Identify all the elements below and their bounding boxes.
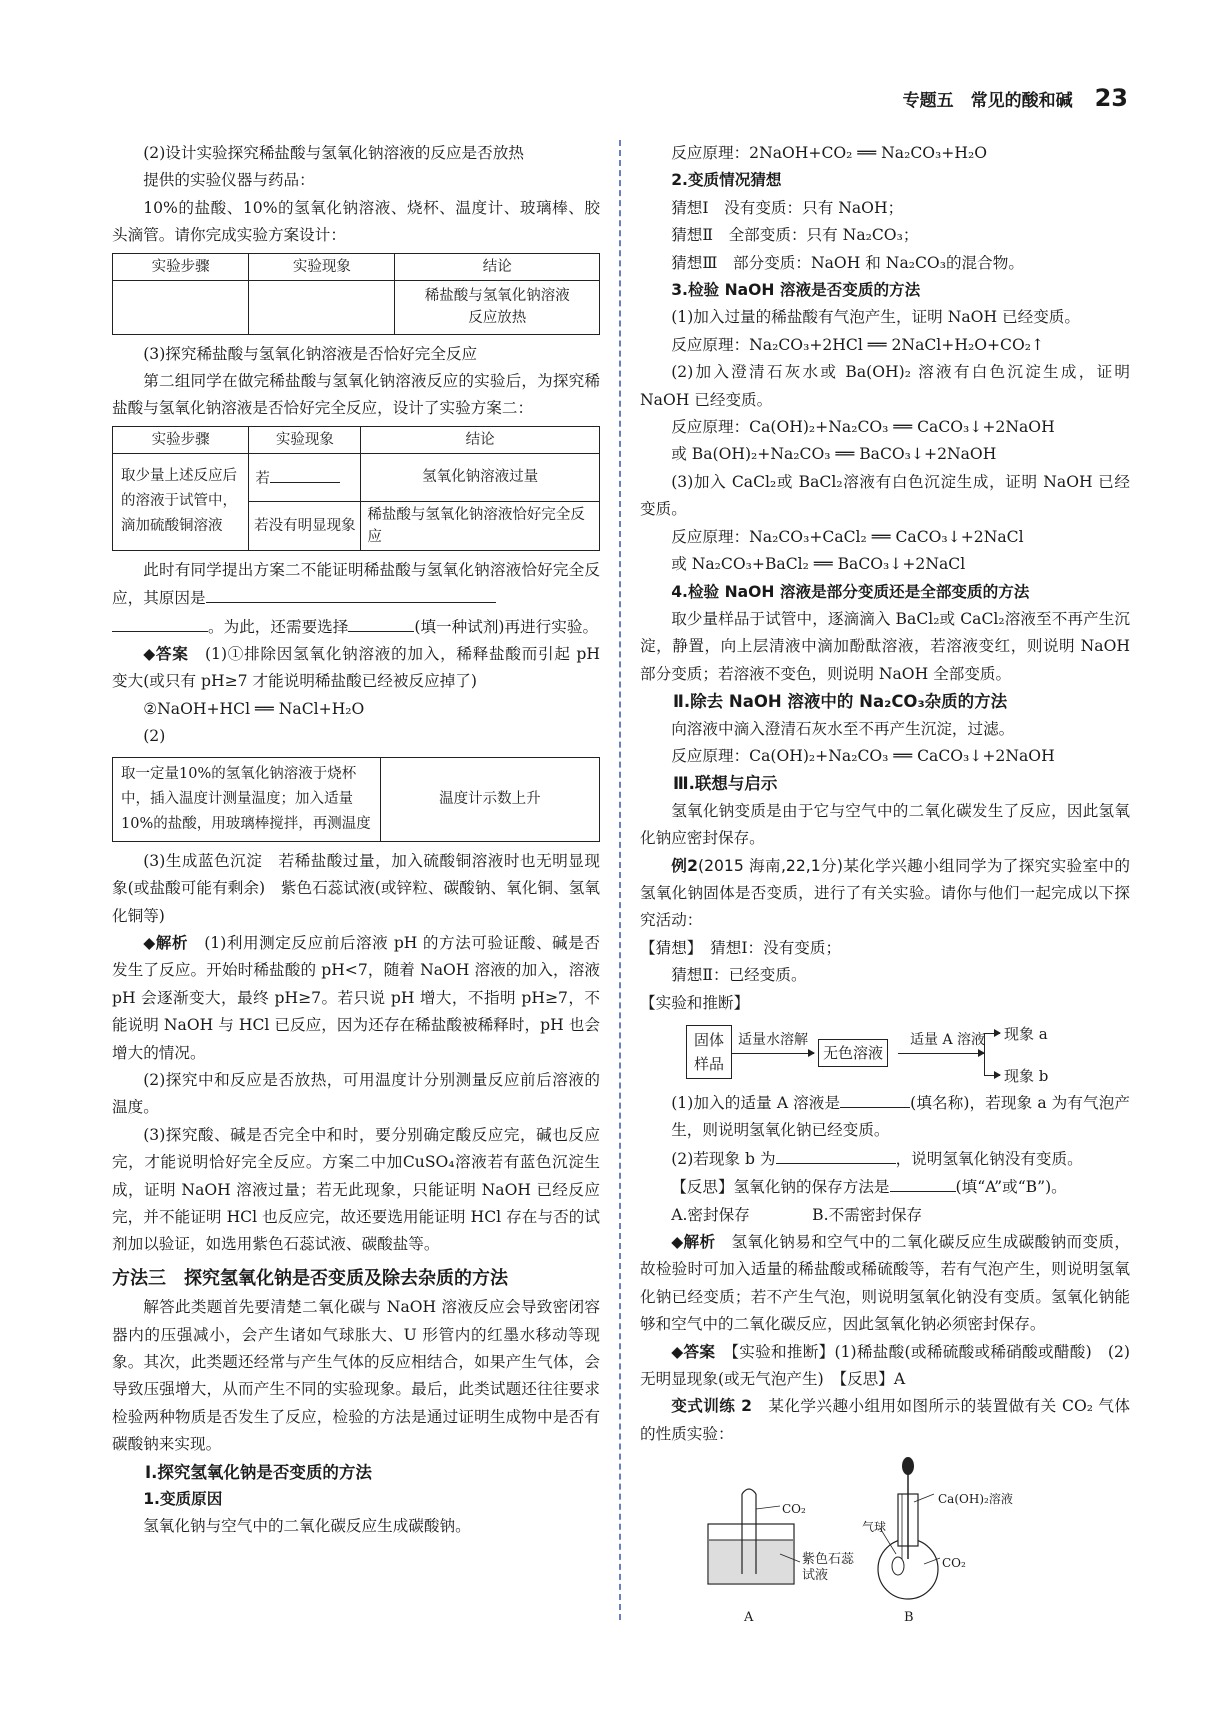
table-cell: 取少量上述反应后的溶液于试管中，滴加硫酸铜溶液 bbox=[113, 453, 249, 550]
column-divider bbox=[619, 140, 621, 1620]
text: 试液 bbox=[802, 1568, 829, 1584]
table-cell: 取一定量10%的氢氧化钠溶液于烧杯中，插入温度计测量温度；加入适量10%的盐酸，用玻璃棒搅拌，再测温度 bbox=[113, 757, 381, 841]
answer-blank[interactable] bbox=[270, 464, 340, 483]
answer bbox=[640, 1339, 1130, 1394]
answer-tag: ◆答案 bbox=[671, 1342, 716, 1361]
table-header: 结论 bbox=[361, 426, 600, 453]
table-cell: 氢氧化钠溶液过量 bbox=[361, 453, 600, 501]
table-cell: 稀盐酸与氢氧化钠溶液恰好完全反应 bbox=[361, 501, 600, 550]
options: A.密封保存 B.不需密封保存 bbox=[671, 1205, 923, 1224]
topic-title: 专题五 常见的酸和碱 bbox=[902, 91, 1073, 111]
paragraph: 猜想Ⅲ 部分变质：NaOH 和 Na₂CO₃的混合物。 bbox=[671, 253, 1024, 272]
paragraph: (2)探究中和反应是否放热，可用温度计分别测量反应前后溶液的温度。 bbox=[112, 1070, 600, 1117]
plan-table-2 bbox=[112, 426, 600, 551]
table-header: 实验现象 bbox=[249, 253, 395, 280]
text: 某化学兴趣小组同学为了探究实验室中的氢氧化钠固体是否变质，进行了有关实验。请你与他们一起完成以下探究活动： bbox=[640, 856, 1130, 930]
answer-table bbox=[112, 757, 600, 842]
text: ，说明氢氧化钠没有变质。 bbox=[895, 1149, 1083, 1168]
text: (填“A”或“B”)。 bbox=[955, 1178, 1067, 1197]
arrow-icon bbox=[984, 1075, 1000, 1076]
text: 氢氧化钠易和空气中的二氧化碳反应生成碳酸钠而变质，故检验时可加入适量的稀盐酸或稀硫酸等，若有气泡产生，则说明氢氧化钠已经变质；若不产生气泡，则说明氢氧化钠没有变质。氢氧化钠能够和空气中的二氧化碳反应，因此氢氧化钠必须密封保存。 bbox=[640, 1233, 1130, 1334]
paragraph: (2)加入澄清石灰水或 Ba(OH)₂ 溶液有白色沉淀生成，证明 NaOH 已经变质。 bbox=[640, 363, 1130, 409]
analysis bbox=[640, 1229, 1130, 1339]
text: 。为此，还需要选择 bbox=[208, 617, 349, 636]
text: (1)①排除因氢氧化钠溶液的加入，稀释盐酸而引起 pH 变大(或只有 pH≥7 才能说明稀盐酸已经被反应掉了) bbox=[112, 645, 600, 691]
paragraph: 10%的盐酸、10%的氢氧化钠溶液、烧杯、温度计、玻璃棒、胶头滴管。请你完成实验方案设计： bbox=[112, 198, 600, 245]
branch-line-icon bbox=[984, 1033, 985, 1075]
example-tag: 例2 bbox=[671, 856, 698, 875]
table-cell: 若没有明显现象 bbox=[249, 501, 361, 550]
answer-blank[interactable] bbox=[890, 1173, 956, 1192]
question bbox=[640, 1089, 1130, 1145]
fig-label-b: B bbox=[904, 1610, 914, 1626]
table-header: 实验现象 bbox=[249, 426, 361, 453]
arrow-icon bbox=[732, 1053, 814, 1054]
exercise bbox=[640, 1393, 1130, 1448]
equation: 反应原理：Na₂CO₃+CaCl₂ ══ CaCO₃↓+2NaCl bbox=[671, 527, 1024, 546]
cell-text: 若 bbox=[255, 471, 270, 488]
paragraph: (3)探究酸、碱是否完全中和时，要分别确定酸反应完，碱也反应完，才能说明恰好完全反应。方案二中加CuSO₄溶液若有蓝色沉淀生成，证明 NaOH 溶液过量；若无此现象，只能证明 NaOH 已经反应完，并不能证明 HCl 也反应完，故还要选用能证明 HCl 存在与否的试剂加以验证，如选用紫色石蕊试液、碳酸盐等。 bbox=[112, 1125, 600, 1254]
answer-blank[interactable] bbox=[206, 584, 496, 603]
text: (填一种试剂)再进行实验。 bbox=[414, 617, 599, 636]
section-heading: Ⅱ.除去 NaOH 溶液中的 Na₂CO₃杂质的方法 bbox=[673, 692, 1008, 712]
paragraph: (1)加入过量的稀盐酸有气泡产生，证明 NaOH 已经变质。 bbox=[671, 308, 1080, 327]
text: (2)若现象 b 为 bbox=[671, 1149, 776, 1168]
plan-table-1 bbox=[112, 253, 600, 335]
equation: 反应原理：Ca(OH)₂+Na₂CO₃ ══ CaCO₃↓+2NaOH bbox=[671, 746, 1055, 765]
paragraph: (3)探究稀盐酸与氢氧化钠溶液是否恰好完全反应 bbox=[143, 344, 478, 363]
answer-blank[interactable] bbox=[776, 1145, 896, 1164]
table-cell: 稀盐酸与氢氧化钠溶液反应放热 bbox=[395, 280, 600, 334]
paragraph: (3)生成蓝色沉淀 若稀盐酸过量，加入硫酸铜溶液时也无明显现象(或盐酸可能有剩余) 紫色石蕊试液(或锌粒、碳酸钠、氧化铜、氢氧化铜等) bbox=[112, 851, 600, 925]
answer bbox=[112, 641, 600, 696]
left-column bbox=[112, 140, 600, 1541]
right-column bbox=[640, 140, 1130, 1624]
paragraph: 猜想Ⅰ 没有变质：只有 NaOH； bbox=[671, 198, 904, 217]
result-b: 现象 b bbox=[1004, 1067, 1049, 1085]
paragraph: 【猜想】 猜想Ⅰ：没有变质； bbox=[640, 938, 842, 957]
apparatus-figure bbox=[640, 1454, 1130, 1624]
arrow-icon bbox=[984, 1033, 1000, 1034]
subheading: 4.检验 NaOH 溶液是部分变质还是全部变质的方法 bbox=[671, 582, 1030, 601]
text: 紫色石蕊 bbox=[802, 1552, 855, 1568]
example-source: (2015 海南,22,1分) bbox=[697, 856, 843, 875]
page-header bbox=[903, 84, 1128, 112]
table-cell: 温度计示数上升 bbox=[380, 757, 599, 841]
flow-step-label: 适量 A 溶液 bbox=[910, 1032, 986, 1048]
paragraph: 解答此类题首先要清楚二氧化碳与 NaOH 溶液反应会导致密闭容器内的压强减小，会产生诸如气球胀大、U 形管内的红墨水移动等现象。其次，此类题还经常与产生气体的反应相结合，如果产生气体，会导致压强增大，从而产生不同的实验现象。最后，此类试题还往往要求检验两种物质是否发生了反应，检验的方法是通过证明生成物中是否有碳酸钠来实现。 bbox=[112, 1298, 600, 1454]
flow-text: 样品 bbox=[693, 1055, 724, 1073]
paragraph bbox=[112, 557, 600, 641]
answer-blank[interactable] bbox=[348, 613, 414, 632]
table-header: 实验步骤 bbox=[113, 253, 249, 280]
equation: ②NaOH+HCl ══ NaCl+H₂O bbox=[143, 699, 365, 718]
analysis-tag: ◆解析 bbox=[143, 933, 189, 952]
equation: 或 Na₂CO₃+BaCl₂ ══ BaCO₃↓+2NaCl bbox=[671, 555, 966, 574]
text: (填名称)，若现象 a 为有气泡产生，则说明氢氧化钠已经变质。 bbox=[671, 1094, 1130, 1140]
fig-label-caoh2: Ca(OH)₂溶液 bbox=[938, 1492, 1013, 1507]
section-heading: Ⅰ.探究氢氧化钠是否变质的方法 bbox=[145, 1462, 372, 1482]
method-heading: 方法三 探究氢氧化钠是否变质及除去杂质的方法 bbox=[112, 1267, 508, 1289]
exercise-tag: 变式训练 2 bbox=[671, 1397, 752, 1416]
subheading: 1.变质原因 bbox=[143, 1490, 223, 1509]
fig-label-balloon: 气球 bbox=[862, 1520, 887, 1535]
answer-tag: ◆答案 bbox=[143, 645, 189, 664]
table-cell bbox=[113, 280, 249, 334]
text: 【反思】氢氧化钠的保存方法是 bbox=[671, 1178, 890, 1197]
line-icon bbox=[898, 1053, 984, 1054]
answer-blank[interactable] bbox=[840, 1089, 910, 1108]
paragraph: 猜想Ⅱ 全部变质：只有 Na₂CO₃； bbox=[671, 226, 919, 245]
subheading: 3.检验 NaOH 溶液是否变质的方法 bbox=[671, 281, 921, 300]
apparatus-b-icon bbox=[878, 1457, 940, 1599]
table-cell bbox=[249, 453, 361, 501]
fig-label-co2-b: CO₂ bbox=[942, 1556, 966, 1571]
paragraph: (2) bbox=[143, 727, 166, 746]
flow-box-solution: 无色溶液 bbox=[818, 1039, 888, 1067]
analysis-tag: ◆解析 bbox=[671, 1233, 716, 1252]
equation: 反应原理：Na₂CO₃+2HCl ══ 2NaCl+H₂O+CO₂↑ bbox=[671, 335, 1045, 354]
question bbox=[640, 1145, 1130, 1173]
fig-label-litmus bbox=[802, 1552, 854, 1584]
text: (1)利用测定反应前后溶液 pH 的方法可验证酸、碱是否发生了反应。开始时稀盐酸的 pH<7，随着 NaOH 溶液的加入，溶液 pH 会逐渐变大，最终 pH≥7。若只说 pH 增大，不指明 pH≥7，不能说明 NaOH 与 HCl 已反应，因为还存在稀盐酸被稀释时，pH 也会增大的情况。 bbox=[112, 933, 600, 1062]
text: (1)加入的适量 A 溶液是 bbox=[671, 1094, 841, 1112]
subheading: 2.变质情况猜想 bbox=[671, 171, 782, 190]
text: 此时有同学提出方案二不能证明稀盐酸与氢氧化钠溶液恰好完全反应，其原因是 bbox=[112, 560, 600, 608]
text: 某化学兴趣小组用如图所示的装置做有关 CO₂ 气体的性质实验： bbox=[640, 1397, 1130, 1443]
flow-diagram bbox=[640, 1021, 1130, 1087]
paragraph: (3)加入 CaCl₂或 BaCl₂溶液有白色沉淀生成，证明 NaOH 已经变质。 bbox=[640, 472, 1130, 519]
example bbox=[640, 853, 1130, 935]
paragraph: (2)设计实验探究稀盐酸与氢氧化钠溶液的反应是否放热 bbox=[143, 144, 524, 162]
flow-step-label: 适量水溶解 bbox=[738, 1032, 808, 1048]
paragraph: 猜想Ⅱ：已经变质。 bbox=[671, 966, 807, 985]
paragraph: 【实验和推断】 bbox=[640, 993, 750, 1012]
paragraph: 氢氧化钠与空气中的二氧化碳反应生成碳酸钠。 bbox=[143, 1517, 471, 1536]
paragraph: 提供的实验仪器与药品： bbox=[143, 171, 315, 190]
result-a: 现象 a bbox=[1004, 1025, 1048, 1043]
flow-box-solid-sample bbox=[686, 1025, 732, 1079]
flow-text: 固体 bbox=[693, 1031, 724, 1049]
analysis bbox=[112, 930, 600, 1067]
paragraph: 取少量样品于试管中，逐滴滴入 BaCl₂或 CaCl₂溶液至不再产生沉淀，静置，向上层清液中滴加酚酞溶液，若溶液变红，则说明 NaOH 部分变质；若溶液不变色，则说明 NaOH 全部变质。 bbox=[640, 609, 1130, 683]
fig-label-co2: CO₂ bbox=[782, 1502, 806, 1517]
paragraph: 向溶液中滴入澄清石灰水至不再产生沉淀，过滤。 bbox=[671, 719, 1015, 738]
paragraph: 第二组同学在做完稀盐酸与氢氧化钠溶液反应的实验后，为探究稀盐酸与氢氧化钠溶液是否恰好完全反应，设计了实验方案二： bbox=[112, 372, 600, 418]
equation: 反应原理：2NaOH+CO₂ ══ Na₂CO₃+H₂O bbox=[671, 144, 987, 162]
table-header: 结论 bbox=[395, 253, 600, 280]
section-heading: Ⅲ.联想与启示 bbox=[673, 774, 778, 794]
text: 【实验和推断】(1)稀盐酸(或稀硫酸或稀硝酸或醋酸) (2)无明显现象(或无气泡产生) 【反思】A bbox=[640, 1342, 1130, 1389]
fig-label-a: A bbox=[744, 1610, 754, 1626]
paragraph: 氢氧化钠变质是由于它与空气中的二氧化碳发生了反应，因此氢氧化钠应密封保存。 bbox=[640, 801, 1130, 848]
table-cell bbox=[249, 280, 395, 334]
page-number: 23 bbox=[1094, 84, 1128, 112]
question bbox=[640, 1173, 1130, 1201]
table-header: 实验步骤 bbox=[113, 426, 249, 453]
equation: 或 Ba(OH)₂+Na₂CO₃ ══ BaCO₃↓+2NaOH bbox=[671, 445, 997, 464]
answer-blank[interactable] bbox=[112, 613, 208, 632]
equation: 反应原理：Ca(OH)₂+Na₂CO₃ ══ CaCO₃↓+2NaOH bbox=[671, 418, 1055, 437]
